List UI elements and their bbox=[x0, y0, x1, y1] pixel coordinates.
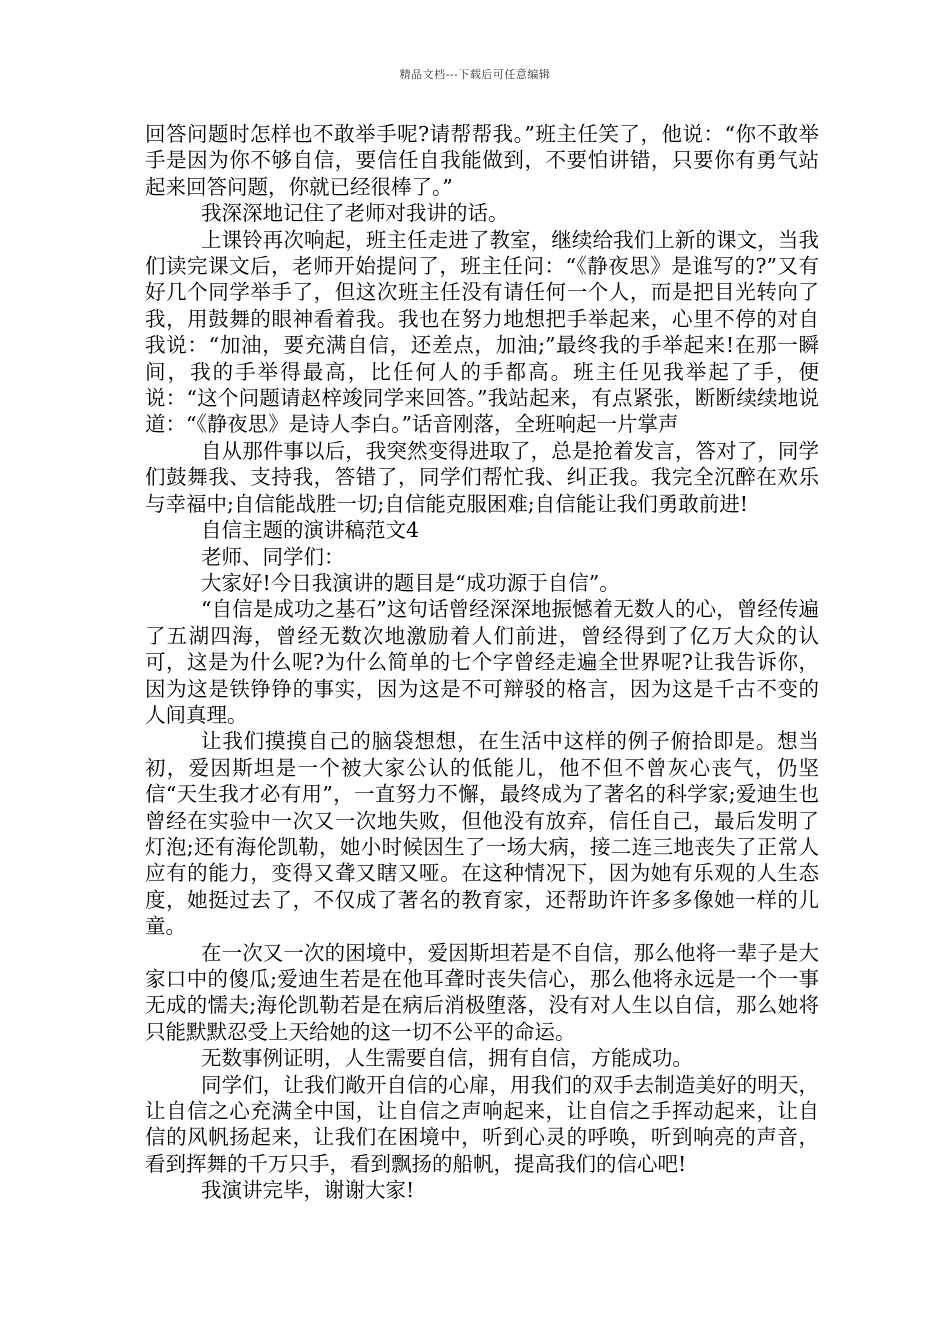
section-title: 自信主题的演讲稿范文4 bbox=[201, 518, 420, 543]
paragraph: 上课铃再次响起，班主任走进了教室，继续给我们上新的课文，当我们读完课文后，老师开始提问了，班主任问：“《静夜思》是谁写的?”又有好几个同学举手了，但这次班主任没有请任何一个人，而是把目光转向了我，用鼓舞的眼神看着我。我也在努力地想把手举起来，心里不停的对自我说：“加油，要充满自信，还差点，加油;”最终我的手举起来!在那一瞬间，我的手举得最高，比任何人的手都高。班主任见我举起了手，便说：“这个问题请赵梓竣同学来回答。”我站起来，有点紧张，断断续续地说道：“《静夜思》是诗人李白。”话音刚落，全班响起一片掌声 bbox=[145, 227, 819, 437]
paragraph: 大家好!今日我演讲的题目是“成功源于自信”。 bbox=[201, 570, 620, 595]
paragraph: 在一次又一次的困境中，爱因斯坦若是不自信，那么他将一辈子是大家口中的傻瓜;爱迪生若是在他耳聋时丧失信心，那么他将永远是一个一事无成的懦夫;海伦凯勒若是在病后消极堕落，没有对人生以自信，那么她将只能默默忍受上天给她的这一切不公平的命运。 bbox=[145, 940, 819, 1044]
paragraph: 回答问题时怎样也不敢举手呢?请帮帮我。”班主任笑了，他说：“你不敢举手是因为你不够自信，要信任自我能做到，不要怕讲错，只要你有勇气站起来回答问题，你就已经很棒了。” bbox=[145, 122, 819, 199]
paragraph: 让我们摸摸自己的脑袋想想，在生活中这样的例子俯拾即是。想当初，爱因斯坦是一个被大家公认的低能儿，他不但不曾灰心丧气，仍坚信“天生我才必有用”，一直努力不懈，最终成为了著名的科学家;爱迪生也曾经在实验中一次又一次地失败，但他没有放弃，信任自己，最后发明了灯泡;还有海伦凯勒，她小时候因生了一场大病，接二连三地丧失了正常人应有的能力，变得又聋又瞎又哑。在这种情况下，因为她有乐观的人生态度，她挺过去了，不仅成了著名的教育家，还帮助许许多多像她一样的儿童。 bbox=[145, 729, 819, 939]
paragraph: 我深深地记住了老师对我讲的话。 bbox=[201, 201, 509, 226]
page-header: 精品文档---下载后可任意编辑 bbox=[399, 68, 551, 81]
paragraph: 同学们，让我们敞开自信的心扉，用我们的双手去制造美好的明天，让自信之心充满全中国，让自信之声响起来，让自信之手挥动起来，让自信的风帆扬起来，让我们在困境中，听到心灵的呼唤，听到响亮的声音，看到挥舞的千万只手，看到飘扬的船帆，提高我们的信心吧! bbox=[145, 1072, 819, 1176]
closing: 我演讲完毕，谢谢大家! bbox=[201, 1178, 415, 1203]
salutation: 老师、同学们： bbox=[201, 544, 345, 569]
document-body bbox=[145, 121, 819, 1204]
paragraph: 无数事例证明，人生需要自信，拥有自信，方能成功。 bbox=[201, 1046, 693, 1071]
paragraph: 自从那件事以后，我突然变得进取了，总是抢着发言，答对了，同学们鼓舞我、支持我，答错了，同学们帮忙我、纠正我。我完全沉醉在欢乐与幸福中;自信能战胜一切;自信能克服困难;自信能让我们勇敢前进! bbox=[145, 438, 819, 516]
paragraph: “自信是成功之基石”这句话曾经深深地振憾着无数人的心，曾经传遍了五湖四海，曾经无数次地激励着人们前进，曾经得到了亿万大众的认可，这是为什么呢?为什么简单的七个字曾经走遍全世界呢?让我告诉你，因为这是铁铮铮的事实，因为这是不可辩驳的格言，因为这是千古不变的人间真理。 bbox=[145, 597, 819, 727]
